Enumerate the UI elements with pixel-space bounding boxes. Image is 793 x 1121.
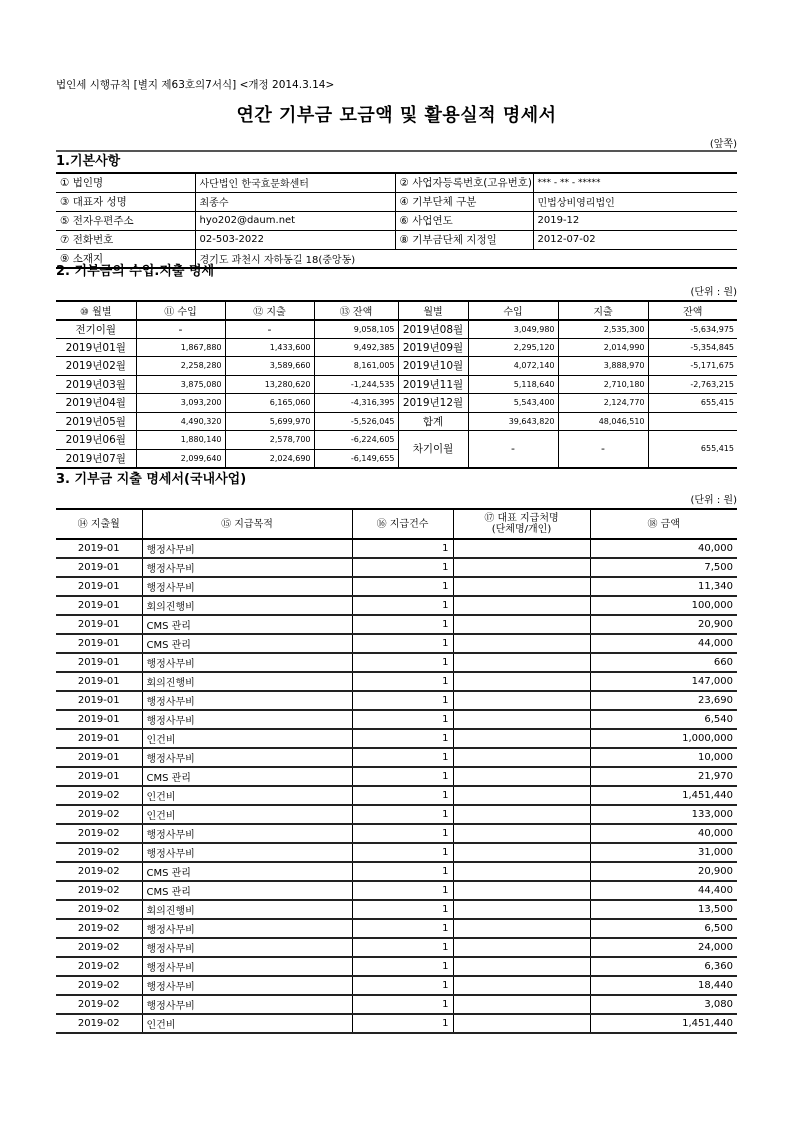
total-income: 39,643,820	[468, 412, 558, 431]
month-cell: 2019년04월	[56, 394, 136, 413]
field-value: 2019-12	[533, 211, 737, 230]
carry-forward-income: -	[468, 431, 558, 468]
balance-cell: 8,161,005	[314, 357, 398, 376]
month-cell: 전기이월	[56, 320, 136, 339]
expense-cell: 2,124,770	[558, 394, 648, 413]
table-header-row	[56, 509, 737, 539]
carry-forward-expense: -	[558, 431, 648, 468]
expense-month: 2019-01	[56, 596, 142, 615]
income-cell: 2,099,640	[136, 449, 225, 468]
expense-month: 2019-01	[56, 691, 142, 710]
column-header: ⑬ 잔액	[314, 301, 398, 320]
expense-amount: 147,000	[590, 672, 737, 691]
expense-cell: 2,024,690	[225, 449, 314, 468]
header-month: ⑭ 지출월	[56, 509, 142, 539]
expense-amount: 1,000,000	[590, 729, 737, 748]
expense-amount: 40,000	[590, 539, 737, 558]
expense-recipient	[453, 691, 590, 710]
expense-purpose: 행정사무비	[142, 748, 352, 767]
form-reference: 법인세 시행규칙 [별지 제63호의7서식] <개정 2014.3.14>	[56, 79, 335, 91]
income-expense-table	[56, 300, 737, 469]
table-row	[56, 1014, 737, 1033]
table-row	[56, 786, 737, 805]
balance-cell: -5,171,675	[648, 357, 737, 376]
expense-recipient	[453, 634, 590, 653]
expense-month: 2019-01	[56, 767, 142, 786]
table-row	[56, 394, 737, 413]
header-amount: ⑱ 금액	[590, 509, 737, 539]
expense-count: 1	[352, 862, 453, 881]
expense-amount: 18,440	[590, 976, 737, 995]
expense-amount: 13,500	[590, 900, 737, 919]
field-label: ⑤ 전자우편주소	[56, 211, 195, 230]
table-row	[56, 900, 737, 919]
expense-count: 1	[352, 767, 453, 786]
income-cell: 2,295,120	[468, 338, 558, 357]
expense-amount: 6,500	[590, 919, 737, 938]
expense-cell: 3,888,970	[558, 357, 648, 376]
expense-amount: 1,451,440	[590, 1014, 737, 1033]
unit-label: (단위 : 원)	[690, 495, 737, 506]
total-label: 합계	[398, 412, 468, 431]
info-row	[56, 211, 737, 230]
carry-forward-balance: 655,415	[648, 431, 737, 468]
field-value: 최종수	[195, 192, 395, 211]
month-cell: 2019년03월	[56, 375, 136, 394]
expense-month: 2019-02	[56, 1014, 142, 1033]
expense-purpose: 행정사무비	[142, 938, 352, 957]
table-row	[56, 577, 737, 596]
income-cell: 3,875,080	[136, 375, 225, 394]
month-cell: 2019년10월	[398, 357, 468, 376]
expense-recipient	[453, 748, 590, 767]
expense-count: 1	[352, 558, 453, 577]
expense-amount: 20,900	[590, 862, 737, 881]
expense-month: 2019-02	[56, 786, 142, 805]
field-value: *** - ** - *****	[533, 173, 737, 192]
expense-amount: 660	[590, 653, 737, 672]
month-cell: 2019년12월	[398, 394, 468, 413]
balance-cell: -6,149,655	[314, 449, 398, 468]
expense-count: 1	[352, 691, 453, 710]
expense-cell: 2,710,180	[558, 375, 648, 394]
info-row	[56, 230, 737, 249]
expense-count: 1	[352, 995, 453, 1014]
income-cell: 1,867,880	[136, 338, 225, 357]
expense-count: 1	[352, 672, 453, 691]
field-value: hyo202@daum.net	[195, 211, 395, 230]
expense-recipient	[453, 938, 590, 957]
expense-recipient	[453, 824, 590, 843]
expense-recipient	[453, 881, 590, 900]
expense-recipient	[453, 843, 590, 862]
expense-cell: 13,280,620	[225, 375, 314, 394]
expense-amount: 44,000	[590, 634, 737, 653]
section-basic-info	[56, 150, 737, 269]
expense-count: 1	[352, 596, 453, 615]
field-label: ⑦ 전화번호	[56, 230, 195, 249]
expense-amount: 21,970	[590, 767, 737, 786]
column-header: 잔액	[648, 301, 737, 320]
expense-count: 1	[352, 710, 453, 729]
expense-recipient	[453, 1014, 590, 1033]
field-label: ④ 기부단체 구분	[395, 192, 533, 211]
expense-count: 1	[352, 805, 453, 824]
column-header: ⑪ 수입	[136, 301, 225, 320]
table-row	[56, 805, 737, 824]
expense-count: 1	[352, 976, 453, 995]
income-cell: 5,118,640	[468, 375, 558, 394]
income-cell: 4,072,140	[468, 357, 558, 376]
expense-month: 2019-02	[56, 900, 142, 919]
expense-recipient	[453, 995, 590, 1014]
income-cell: 5,543,400	[468, 394, 558, 413]
table-row	[56, 767, 737, 786]
income-cell: 3,093,200	[136, 394, 225, 413]
expense-recipient	[453, 558, 590, 577]
income-cell: 1,880,140	[136, 431, 225, 450]
column-header: ⑫ 지출	[225, 301, 314, 320]
table-row	[56, 919, 737, 938]
expense-amount: 40,000	[590, 824, 737, 843]
expense-recipient	[453, 805, 590, 824]
field-label: ① 법인명	[56, 173, 195, 192]
expense-month: 2019-01	[56, 577, 142, 596]
table-row	[56, 653, 737, 672]
expense-month: 2019-02	[56, 805, 142, 824]
table-row	[56, 824, 737, 843]
expense-cell: -	[225, 320, 314, 339]
balance-cell: -4,316,395	[314, 394, 398, 413]
income-cell: 4,490,320	[136, 412, 225, 431]
expense-recipient	[453, 710, 590, 729]
expense-recipient	[453, 919, 590, 938]
table-row	[56, 862, 737, 881]
expense-month: 2019-02	[56, 881, 142, 900]
expense-amount: 20,900	[590, 615, 737, 634]
expense-purpose: CMS 관리	[142, 881, 352, 900]
balance-cell: -5,354,845	[648, 338, 737, 357]
table-row	[56, 338, 737, 357]
expense-purpose: 행정사무비	[142, 558, 352, 577]
expense-count: 1	[352, 843, 453, 862]
info-row	[56, 192, 737, 211]
income-cell: -	[136, 320, 225, 339]
total-expense: 48,046,510	[558, 412, 648, 431]
expense-month: 2019-01	[56, 558, 142, 577]
expense-cell: 2,535,300	[558, 320, 648, 339]
expense-purpose: 회의진행비	[142, 672, 352, 691]
expense-month: 2019-02	[56, 862, 142, 881]
expense-cell: 5,699,970	[225, 412, 314, 431]
expense-month: 2019-01	[56, 539, 142, 558]
table-row	[56, 938, 737, 957]
expense-amount: 24,000	[590, 938, 737, 957]
income-cell: 3,049,980	[468, 320, 558, 339]
expense-purpose: CMS 관리	[142, 767, 352, 786]
table-header-row	[56, 301, 737, 320]
table-row	[56, 431, 737, 450]
balance-cell: -6,224,605	[314, 431, 398, 450]
expense-month: 2019-01	[56, 653, 142, 672]
expense-month: 2019-02	[56, 957, 142, 976]
expense-month: 2019-02	[56, 824, 142, 843]
month-cell: 2019년11월	[398, 375, 468, 394]
expense-purpose: 인건비	[142, 805, 352, 824]
header-recipient: ⑰ 대표 지급처명 (단체명/개인)	[453, 509, 590, 539]
balance-cell: 655,415	[648, 394, 737, 413]
field-value: 사단법인 한국효문화센터	[195, 173, 395, 192]
table-row	[56, 672, 737, 691]
expense-cell: 2,578,700	[225, 431, 314, 450]
field-label: ③ 대표자 성명	[56, 192, 195, 211]
month-cell: 2019년08월	[398, 320, 468, 339]
expense-recipient	[453, 767, 590, 786]
table-row	[56, 710, 737, 729]
expense-amount: 133,000	[590, 805, 737, 824]
carry-forward-label: 차기이월	[398, 431, 468, 468]
table-row	[56, 976, 737, 995]
info-row	[56, 173, 737, 192]
expense-month: 2019-01	[56, 615, 142, 634]
expense-count: 1	[352, 577, 453, 596]
month-cell: 2019년01월	[56, 338, 136, 357]
field-label: ② 사업자등록번호(고유번호)	[395, 173, 533, 192]
expense-amount: 10,000	[590, 748, 737, 767]
expense-purpose: 행정사무비	[142, 824, 352, 843]
expense-purpose: 행정사무비	[142, 843, 352, 862]
table-row	[56, 375, 737, 394]
expense-purpose: 행정사무비	[142, 957, 352, 976]
header-purpose: ⑮ 지급목적	[142, 509, 352, 539]
page-side-label: (앞쪽)	[709, 139, 737, 150]
expense-amount: 6,360	[590, 957, 737, 976]
expense-month: 2019-01	[56, 672, 142, 691]
expense-month: 2019-02	[56, 919, 142, 938]
expense-purpose: 행정사무비	[142, 691, 352, 710]
expense-recipient	[453, 900, 590, 919]
expense-month: 2019-02	[56, 843, 142, 862]
expense-recipient	[453, 672, 590, 691]
expense-count: 1	[352, 919, 453, 938]
field-label: ⑥ 사업연도	[395, 211, 533, 230]
expense-detail-table	[56, 508, 737, 1034]
table-row	[56, 539, 737, 558]
expense-month: 2019-02	[56, 938, 142, 957]
income-cell: 2,258,280	[136, 357, 225, 376]
expense-amount: 3,080	[590, 995, 737, 1014]
expense-amount: 31,000	[590, 843, 737, 862]
table-row	[56, 357, 737, 376]
expense-count: 1	[352, 634, 453, 653]
expense-count: 1	[352, 938, 453, 957]
expense-recipient	[453, 596, 590, 615]
field-label: ⑧ 기부금단체 지정일	[395, 230, 533, 249]
expense-recipient	[453, 615, 590, 634]
expense-purpose: 행정사무비	[142, 976, 352, 995]
field-value: 경기도 과천시 자하동길 18(중앙동)	[195, 249, 737, 268]
expense-amount: 7,500	[590, 558, 737, 577]
header-count: ⑯ 지급건수	[352, 509, 453, 539]
section-expense-detail	[56, 470, 737, 1034]
month-cell: 2019년09월	[398, 338, 468, 357]
expense-recipient	[453, 976, 590, 995]
column-header: 수입	[468, 301, 558, 320]
expense-count: 1	[352, 615, 453, 634]
column-header: 월별	[398, 301, 468, 320]
balance-cell: -2,763,215	[648, 375, 737, 394]
expense-count: 1	[352, 539, 453, 558]
expense-recipient	[453, 653, 590, 672]
expense-month: 2019-02	[56, 995, 142, 1014]
section-income-expense	[56, 262, 737, 469]
balance-cell: -1,244,535	[314, 375, 398, 394]
expense-purpose: 행정사무비	[142, 577, 352, 596]
document-title: 연간 기부금 모금액 및 활용실적 명세서	[236, 105, 557, 126]
expense-cell: 1,433,600	[225, 338, 314, 357]
table-row	[56, 596, 737, 615]
expense-count: 1	[352, 653, 453, 672]
expense-count: 1	[352, 881, 453, 900]
section-title: 1.기본사항	[56, 154, 121, 169]
table-row	[56, 957, 737, 976]
expense-count: 1	[352, 786, 453, 805]
total-balance	[648, 412, 737, 431]
column-header: ⑩ 월별	[56, 301, 136, 320]
field-value: 2012-07-02	[533, 230, 737, 249]
expense-count: 1	[352, 1014, 453, 1033]
month-cell: 2019년06월	[56, 431, 136, 450]
expense-count: 1	[352, 900, 453, 919]
table-row	[56, 881, 737, 900]
expense-purpose: CMS 관리	[142, 615, 352, 634]
expense-amount: 23,690	[590, 691, 737, 710]
expense-purpose: 행정사무비	[142, 653, 352, 672]
expense-count: 1	[352, 729, 453, 748]
table-row	[56, 995, 737, 1014]
expense-recipient	[453, 729, 590, 748]
expense-purpose: 인건비	[142, 1014, 352, 1033]
section-title: 3. 기부금 지출 명세서(국내사업)	[56, 472, 247, 487]
expense-month: 2019-01	[56, 729, 142, 748]
expense-recipient	[453, 862, 590, 881]
expense-purpose: 회의진행비	[142, 596, 352, 615]
month-cell: 2019년02월	[56, 357, 136, 376]
field-value: 민법상비영리법인	[533, 192, 737, 211]
table-row	[56, 748, 737, 767]
month-cell: 2019년05월	[56, 412, 136, 431]
expense-count: 1	[352, 957, 453, 976]
expense-count: 1	[352, 748, 453, 767]
expense-purpose: 인건비	[142, 786, 352, 805]
expense-month: 2019-01	[56, 710, 142, 729]
expense-purpose: 행정사무비	[142, 539, 352, 558]
expense-purpose: 인건비	[142, 729, 352, 748]
expense-purpose: 행정사무비	[142, 710, 352, 729]
expense-purpose: 행정사무비	[142, 919, 352, 938]
expense-recipient	[453, 786, 590, 805]
expense-count: 1	[352, 824, 453, 843]
balance-cell: -5,526,045	[314, 412, 398, 431]
expense-amount: 11,340	[590, 577, 737, 596]
expense-cell: 2,014,990	[558, 338, 648, 357]
expense-cell: 3,589,660	[225, 357, 314, 376]
table-row	[56, 634, 737, 653]
balance-cell: 9,492,385	[314, 338, 398, 357]
balance-cell: 9,058,105	[314, 320, 398, 339]
table-row	[56, 843, 737, 862]
table-row	[56, 412, 737, 431]
expense-amount: 100,000	[590, 596, 737, 615]
basic-info-table	[56, 172, 737, 269]
field-label: ⑨ 소재지	[56, 249, 195, 268]
table-row	[56, 729, 737, 748]
table-row	[56, 615, 737, 634]
table-row	[56, 691, 737, 710]
field-value: 02-503-2022	[195, 230, 395, 249]
expense-month: 2019-01	[56, 748, 142, 767]
expense-recipient	[453, 577, 590, 596]
expense-month: 2019-02	[56, 976, 142, 995]
expense-purpose: CMS 관리	[142, 862, 352, 881]
expense-purpose: CMS 관리	[142, 634, 352, 653]
balance-cell: -5,634,975	[648, 320, 737, 339]
expense-recipient	[453, 957, 590, 976]
unit-label: (단위 : 원)	[690, 287, 737, 298]
section-title: 2. 기부금의 수입.지출 명세	[56, 264, 215, 279]
table-row	[56, 558, 737, 577]
expense-month: 2019-01	[56, 634, 142, 653]
expense-amount: 6,540	[590, 710, 737, 729]
month-cell: 2019년07월	[56, 449, 136, 468]
expense-purpose: 행정사무비	[142, 995, 352, 1014]
expense-purpose: 회의진행비	[142, 900, 352, 919]
column-header: 지출	[558, 301, 648, 320]
expense-amount: 44,400	[590, 881, 737, 900]
expense-amount: 1,451,440	[590, 786, 737, 805]
expense-recipient	[453, 539, 590, 558]
expense-cell: 6,165,060	[225, 394, 314, 413]
table-row	[56, 320, 737, 339]
